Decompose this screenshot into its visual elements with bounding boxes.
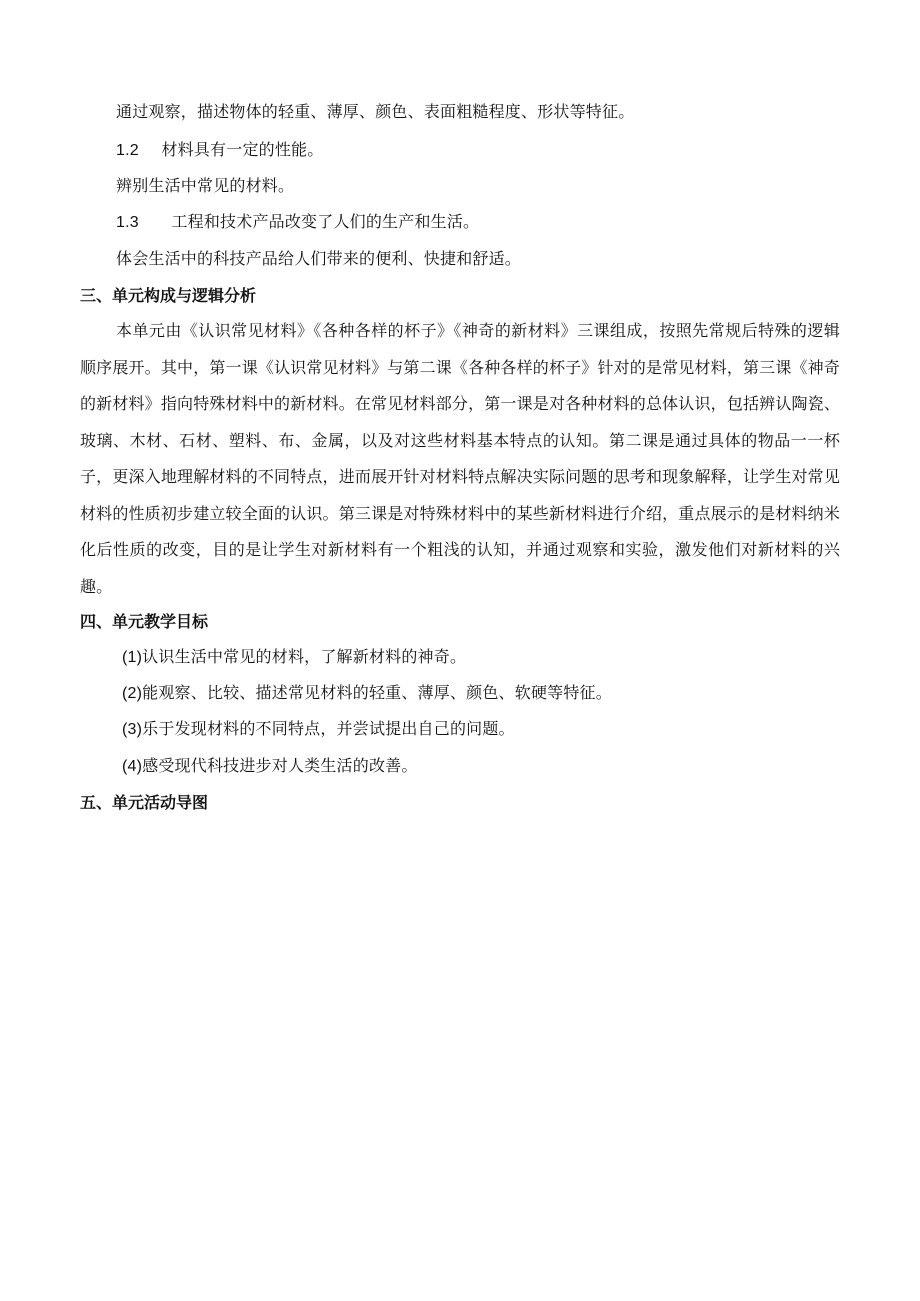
section-heading-activity-map: 五、单元活动导图 [80, 793, 209, 812]
standard-number: 1.3 [116, 214, 139, 231]
goal-number: (2) [122, 685, 143, 702]
section-heading-teaching-goals: 四、单元教学目标 [80, 612, 209, 631]
goal-item [122, 646, 466, 669]
objective-line-experience: 体会生活中的科技产品给人们带来的便利、快捷和舒适。 [116, 249, 522, 268]
goal-number: (4) [122, 758, 143, 775]
standard-text: 材料具有一定的性能。 [161, 140, 324, 159]
objective-line-observe: 通过观察，描述物体的轻重、薄厚、颜色、表面粗糙程度、形状等特征。 [116, 102, 635, 121]
standard-number: 1.2 [116, 142, 139, 159]
goal-item [122, 718, 515, 741]
section-heading-unit-structure: 三、单元构成与逻辑分析 [80, 286, 257, 305]
goal-text: 感受现代科技进步对人类生活的改善。 [142, 756, 418, 775]
goal-text: 乐于发现材料的不同特点，并尝试提出自己的问题。 [142, 719, 515, 738]
goal-text: 认识生活中常见的材料，了解新材料的神奇。 [142, 647, 467, 666]
goal-text: 能观察、比较、描述常见材料的轻重、薄厚、颜色、软硬等特征。 [142, 683, 612, 702]
standard-item-1-3 [116, 211, 479, 234]
goal-item [122, 755, 418, 778]
unit-structure-paragraph: 本单元由《认识常见材料》《各种各样的杯子》《神奇的新材料》三课组成，按照先常规后特殊的逻辑顺序展开。其中，第一课《认识常见材料》与第二课《各种各样的杯子》针对的是常见材料，第三课《神奇的新材料》指向特殊材料中的新材料。在常见材料部分，第一课是对各种材料的总体认识，包括辨认陶瓷、玻璃、木材、石材、塑料、布、金属，以及对这些材料基本特点的认知。第二课是通过具体的物品一一杯子，更深入地理解材料的不同特点，进而展开针对材料特点解决实际问题的思考和现象解释，让学生对常见材料的性质初步建立较全面的认识。第三课是对特殊材料中的某些新材料进行介绍，重点展示的是材料纳米化后性质的改变，目的是让学生对新材料有一个粗浅的认知，并通过观察和实验，激发他们对新材料的兴趣。 [80, 321, 840, 596]
goal-item [122, 682, 612, 705]
goal-number: (3) [122, 721, 143, 738]
standard-item-1-2 [116, 139, 323, 162]
goal-number: (1) [122, 649, 143, 666]
standard-text: 工程和技术产品改变了人们的生产和生活。 [171, 212, 480, 231]
objective-line-identify: 辨别生活中常见的材料。 [116, 176, 295, 195]
